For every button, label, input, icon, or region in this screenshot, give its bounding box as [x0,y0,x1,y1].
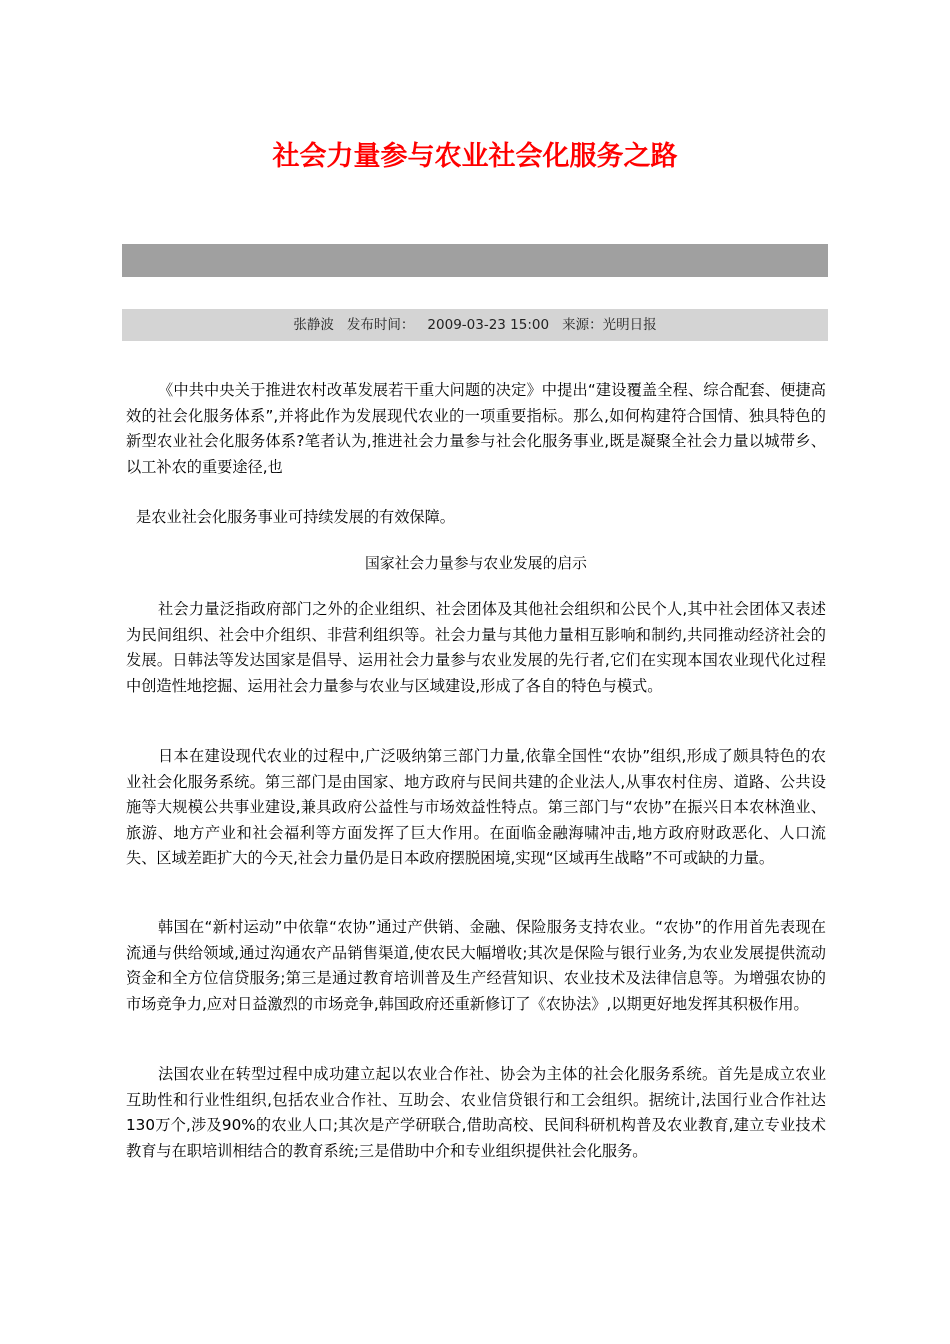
article-meta-bar [122,309,828,341]
paragraph-japan: 日本在建设现代农业的过程中,广泛吸纳第三部门力量,依靠全国性“农协”组织,形成了颇具特色的农业社会化服务系统。第三部门是由国家、地方政府与民间共建的企业法人,从事农村住房、道路、公共设施等大规模公共事业建设,兼具政府公益性与市场效益性特点。第三部门与“农协”在振兴日本农林渔业、旅游、地方产业和社会福利等方面发挥了巨大作用。在面临金融海啸冲击,地方政府财政恶化、人口流失、区域差距扩大的今天,社会力量仍是日本政府摆脱困境,实现“区域再生战略”不可或缺的力量。 [126,747,826,867]
paragraph-intro: 《中共中央关于推进农村改革发展若干重大问题的决定》中提出“建设覆盖全程、综合配套、便捷高效的社会化服务体系”,并将此作为发展现代农业的一项重要指标。那么,如何构建符合国情、独具特色的新型农业社会化服务体系?笔者认为,推进社会力量参与社会化服务事业,既是凝聚全社会力量以城带乡、以工补农的重要途径,也 [126,381,826,476]
header-divider-bar [122,244,828,277]
paragraph-france: 法国农业在转型过程中成功建立起以农业合作社、协会为主体的社会化服务系统。首先是成立农业互助性和行业性组织,包括农业合作社、互助会、农业信贷银行和工会组织。据统计,法国行业合作社达130万个,涉及90%的农业人口;其次是产学研联合,借助高校、民间科研机构普及农业教育,建立专业技术教育与在职培训相结合的教育系统;三是借助中介和专业组织提供社会化服务。 [126,1065,826,1160]
publish-time-value: 2009-03-23 15:00 [427,317,550,333]
author-name: 张静波 [293,317,334,333]
section-subheading: 国家社会力量参与农业发展的启示 [365,555,587,572]
paragraph-intro-continued: 是农业社会化服务事业可持续发展的有效保障。 [136,508,455,526]
article-title: 社会力量参与农业社会化服务之路 [272,141,678,172]
paragraph-korea: 韩国在“新村运动”中依靠“农协”通过产供销、金融、保险服务支持农业。“农协”的作用首先表现在流通与供给领域,通过沟通农产品销售渠道,使农民大幅增收;其次是保险与银行业务,为农业发展提供流动资金和全方位信贷服务;第三是通过教育培训普及生产经营知识、农业技术及法律信息等。为增强农协的市场竞争力,应对日益激烈的市场竞争,韩国政府还重新修订了《农协法》,以期更好地发挥其积极作用。 [126,918,826,1013]
publish-time-label: 发布时间： [346,317,415,333]
article-source: 来源：光明日报 [562,317,657,333]
paragraph-social-forces: 社会力量泛指政府部门之外的企业组织、社会团体及其他社会组织和公民个人,其中社会团体又表述为民间组织、社会中介组织、非营利组织等。社会力量与其他力量相互影响和制约,共同推动经济社会的发展。日韩法等发达国家是倡导、运用社会力量参与农业发展的先行者,它们在实现本国农业现代化过程中创造性地挖掘、运用社会力量参与农业与区域建设,形成了各自的特色与模式。 [126,600,826,695]
